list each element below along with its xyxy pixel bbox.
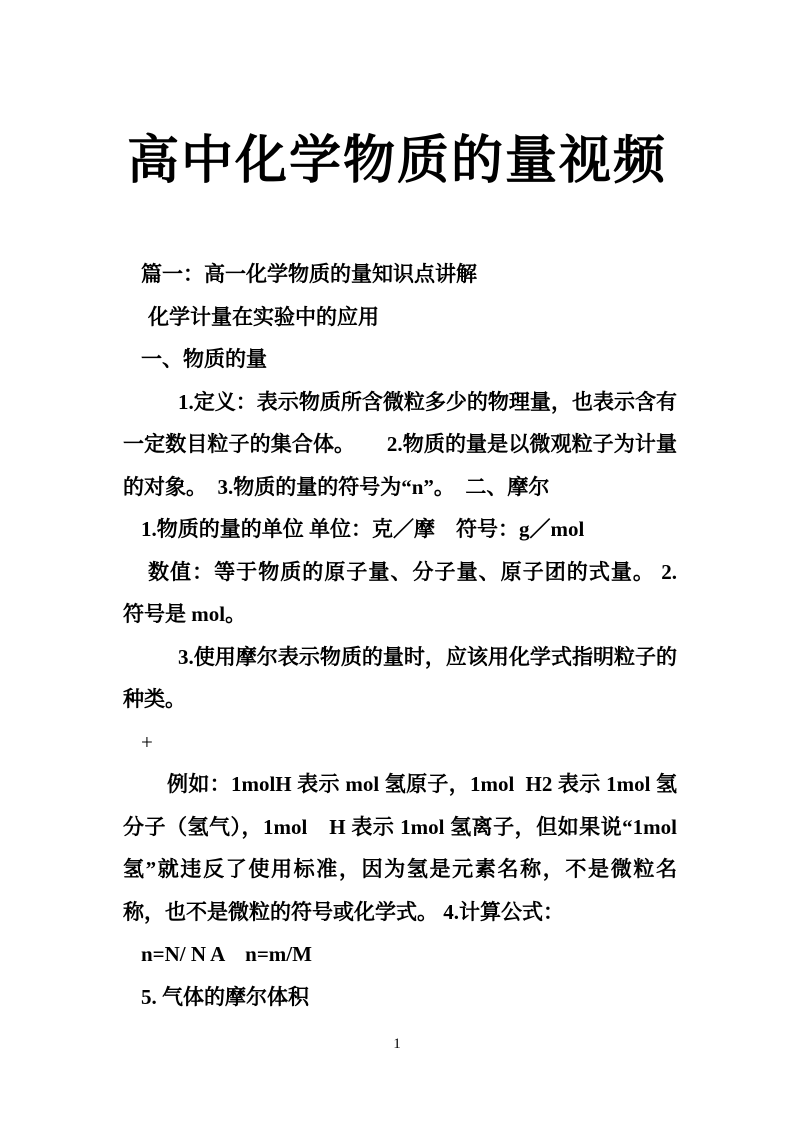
document-title: 高中化学物质的量视频: [126, 133, 667, 190]
text-line: 一定数目粒子的集合体。 2.物质的量是以微观粒子为计量: [123, 432, 677, 456]
text-line: 种类。: [123, 687, 186, 711]
text-line-formula: n=N/ N A n=m/M: [141, 942, 312, 966]
text-line: 分子（氢气），1mol H 表示 1mol 氢离子，但如果说“1mol: [123, 814, 677, 839]
document-body: [123, 253, 677, 1018]
text-line-plus-sign: +: [141, 729, 153, 754]
text-line: 1.物质的量的单位 单位：克／摩 符号：g／mol: [141, 517, 585, 541]
text-line-subheading: 化学计量在实验中的应用: [148, 304, 379, 329]
text-line: 数值：等于物质的原子量、分子量、原子团的式量。 2.: [148, 559, 677, 584]
text-line-section-heading: 篇一：高一化学物质的量知识点讲解: [141, 262, 477, 286]
text-line: 的对象。 3.物质的量的符号为“n”。 二、摩尔: [123, 474, 550, 499]
text-line: 1.定义：表示物质所含微粒多少的物理量，也表示含有: [178, 389, 677, 414]
text-line-topic-heading: 5. 气体的摩尔体积: [141, 984, 309, 1009]
text-line: 符号是 mol。: [123, 602, 247, 626]
text-line: 称，也不是微粒的符号或化学式。 4.计算公式：: [123, 899, 564, 924]
page-number: 1: [393, 1036, 401, 1052]
text-line: 氢”就违反了使用标准，因为氢是元素名称，不是微粒名: [123, 857, 677, 881]
text-line: 3.使用摩尔表示物质的量时，应该用化学式指明粒子的: [178, 644, 677, 669]
text-line-topic-heading: 一、物质的量: [141, 347, 267, 371]
text-line: 例如：1molH 表示 mol 氢原子，1mol H2 表示 1mol 氢: [167, 772, 677, 796]
